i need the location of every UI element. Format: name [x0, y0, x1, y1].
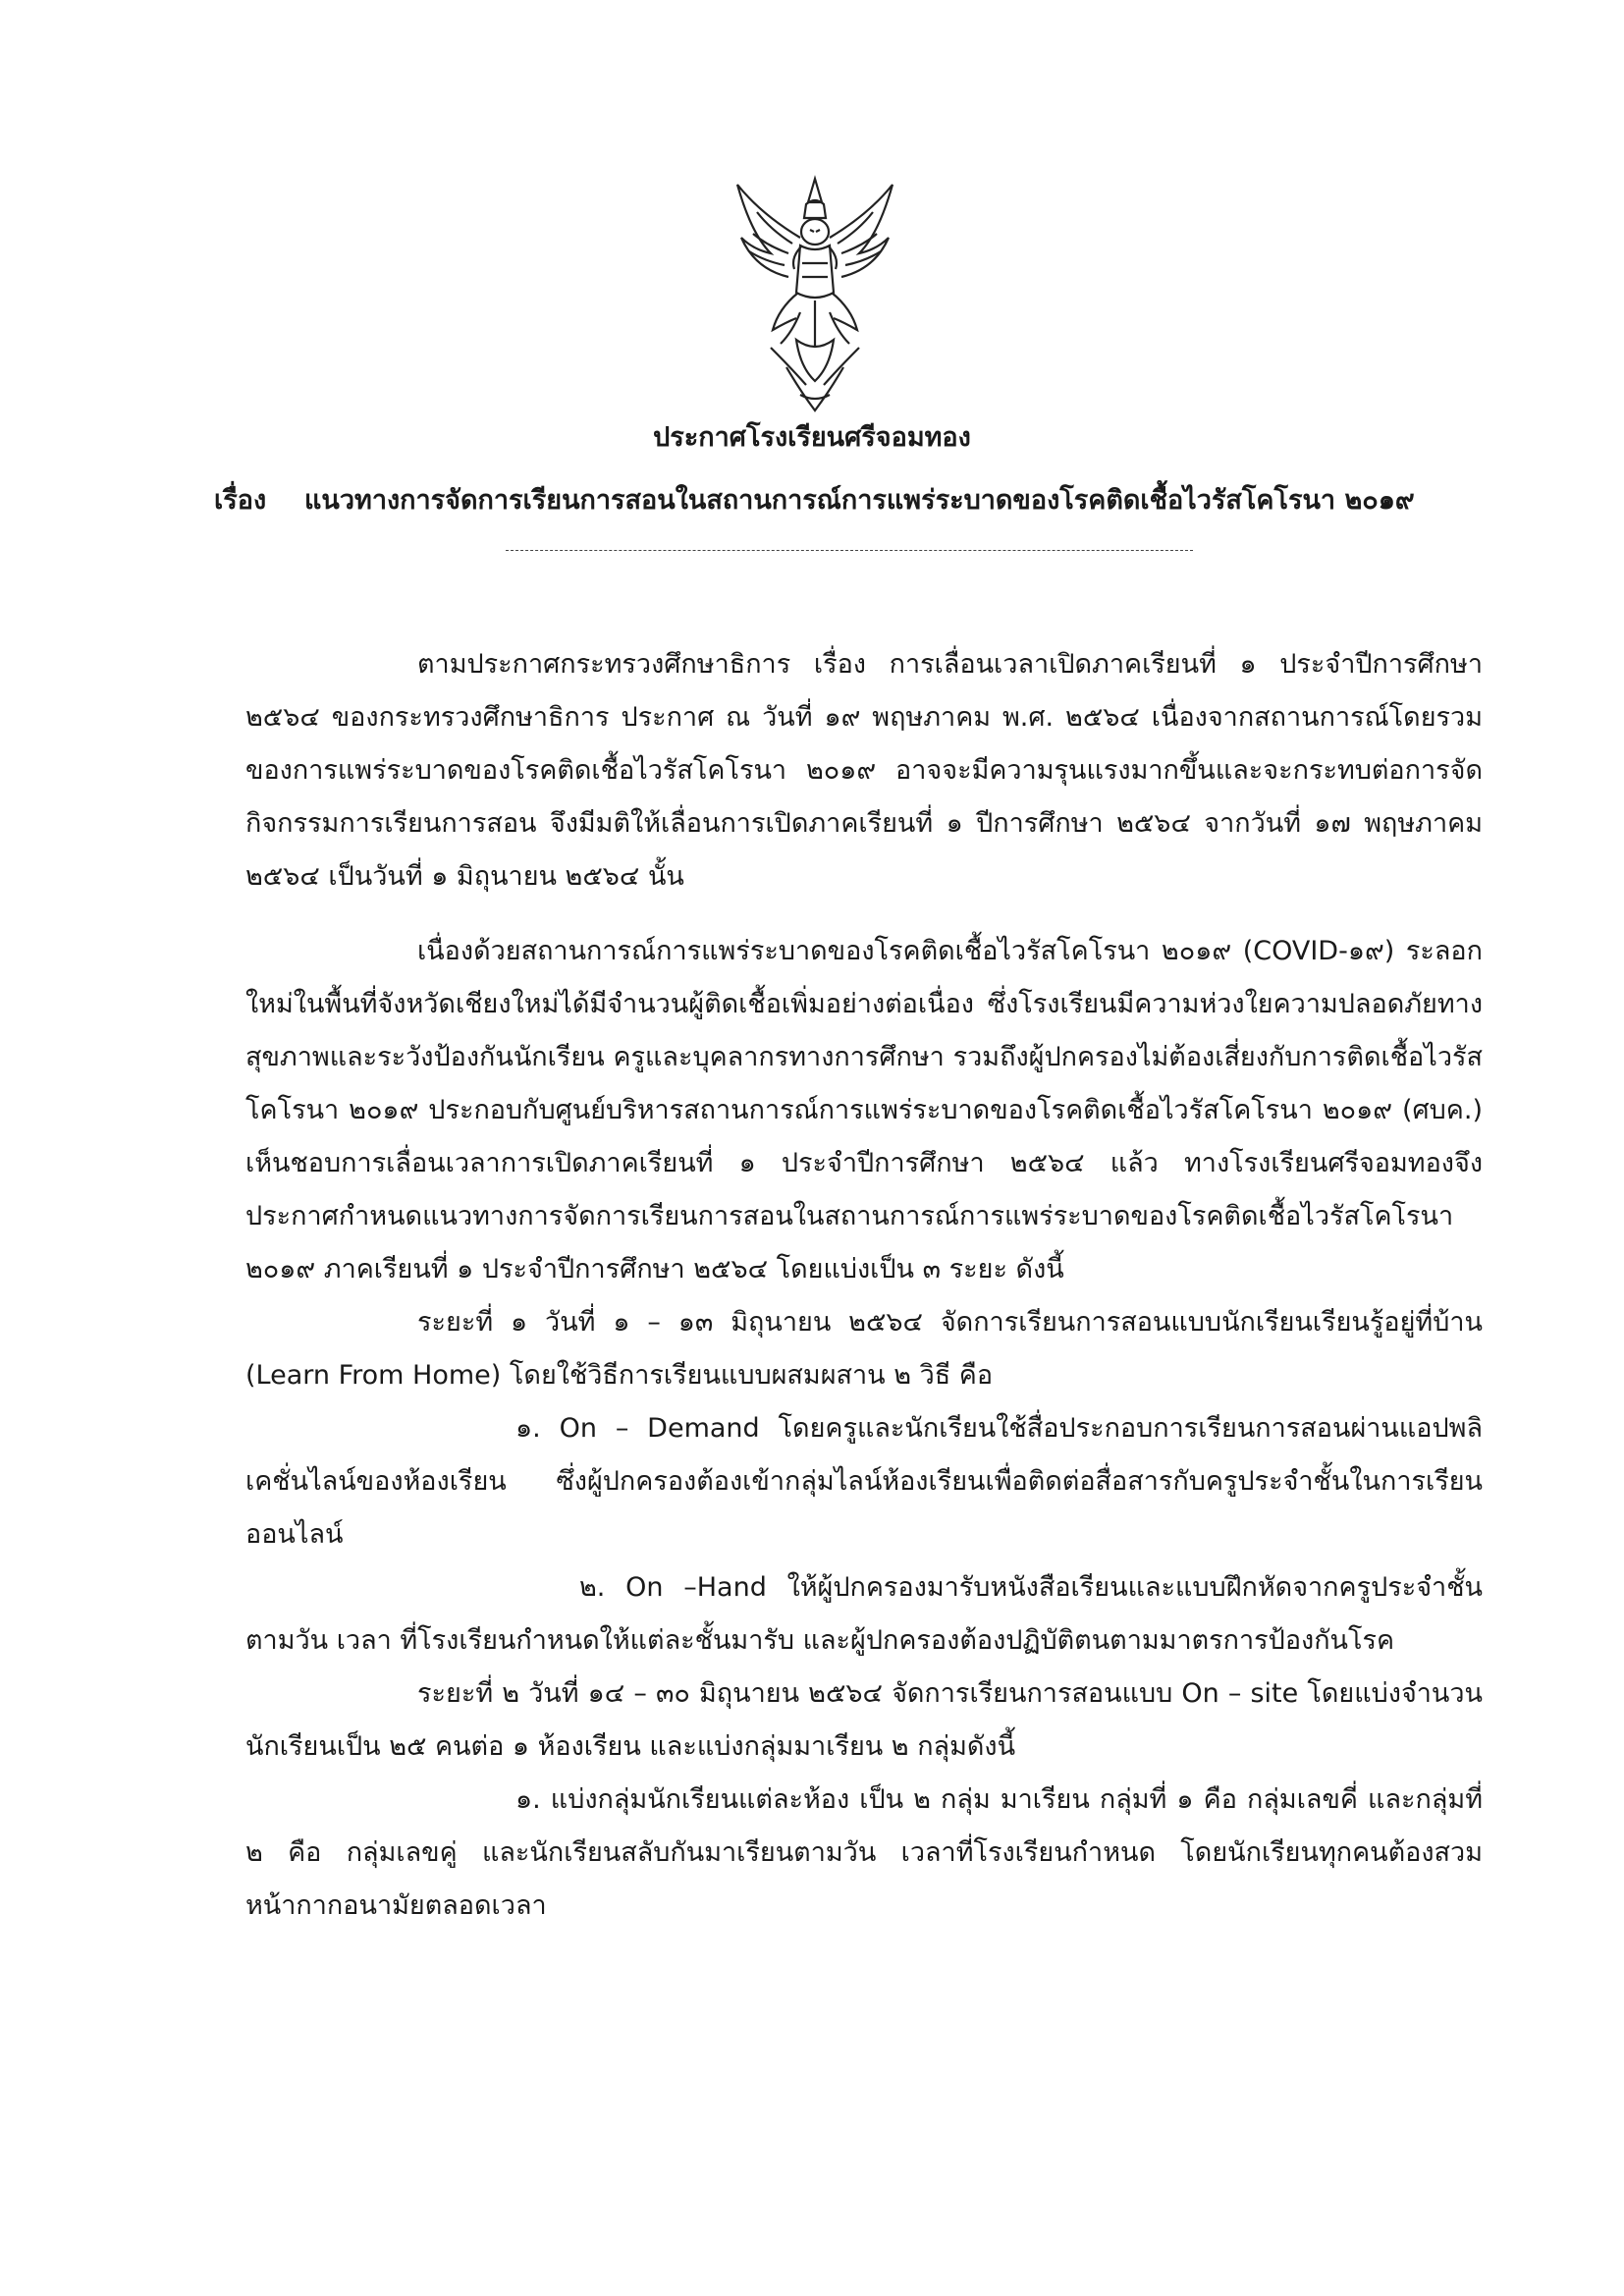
separator-line — [506, 550, 1193, 551]
subject-label: เรื่อง — [214, 485, 267, 516]
paragraph-on-demand: ๑. On – Demand โดยครูและนักเรียนใช้สื่อประกอบการเรียนการสอนผ่านแอปพลิเคชั่นไลน์ของห้องเรียน ซึ่งผู้ปกครองต้องเข้ากลุ่มไลน์ห้องเรียนเพื่อติดต่อสื่อสารกับครูประจำชั้นในการเรียนออนไลน์ — [245, 1413, 1483, 1550]
paragraph-on-hand: ๒. On –Hand ให้ผู้ปกครองมารับหนังสือเรียนและแบบฝึกหัดจากครูประจำชั้นตามวัน เวลา ที่โรงเรียนกำหนดให้แต่ละชั้นมารับ และผู้ปกครองต้องปฏิบัติตนตามมาตรการป้องกันโรค — [245, 1572, 1483, 1656]
announcement-title: ประกาศโรงเรียนศรีจอมทอง — [653, 422, 971, 453]
paragraph-1: ตามประกาศกระทรวงศึกษาธิการ เรื่อง การเลื่อนเวลาเปิดภาคเรียนที่ ๑ ประจำปีการศึกษา ๒๕๖๔ ของกระทรวงศึกษาธิการ ประกาศ ณ วันที่ ๑๙ พฤษภาคม พ.ศ. ๒๕๖๔ เนื่องจากสถานการณ์โดยรวมของการแพร่ระบาดของโรคติดเชื้อไวรัสโคโรนา ๒๐๑๙ อาจจะมีความรุนแรงมากขึ้นและจะกระทบต่อการจัดกิจกรรมการเรียนการสอน จึงมีมติให้เลื่อนการเปิดภาคเรียนที่ ๑ ปีการศึกษา ๒๕๖๔ จากวันที่ ๑๗ พฤษภาคม ๒๕๖๔ เป็นวันที่ ๑ มิถุนายน ๒๕๖๔ นั้น — [245, 649, 1483, 892]
paragraph-2: เนื่องด้วยสถานการณ์การแพร่ระบาดของโรคติดเชื้อไวรัสโคโรนา ๒๐๑๙ (COVID-๑๙) ระลอกใหม่ในพื้นที่จังหวัดเชียงใหม่ได้มีจำนวนผู้ติดเชื้อเพิ่มอย่างต่อเนื่อง ซึ่งโรงเรียนมีความห่วงใยความปลอดภัยทางสุขภาพและระวังป้องกันนักเรียน ครูและบุคลากรทางการศึกษา รวมถึงผู้ปกครองไม่ต้องเสี่ยงกับการติดเชื้อไวรัสโคโรนา ๒๐๑๙ ประกอบกับศูนย์บริหารสถานการณ์การแพร่ระบาดของโรคติดเชื้อไวรัสโคโรนา ๒๐๑๙ (ศบค.) เห็นชอบการเลื่อนเวลาการเปิดภาคเรียนที่ ๑ ประจำปีการศึกษา ๒๕๖๔ แล้ว ทางโรงเรียนศรีจอมทองจึงประกาศกำหนดแนวทางการจัดการเรียนการสอนในสถานการณ์การแพร่ระบาดของโรคติดเชื้อไวรัสโคโรนา ๒๐๑๙ ภาคเรียนที่ ๑ ประจำปีการศึกษา ๒๕๖๔ โดยแบ่งเป็น ๓ ระยะ ดังนี้ — [245, 936, 1483, 1285]
subject-line — [214, 481, 1510, 520]
paragraph-phase-2: ระยะที่ ๒ วันที่ ๑๔ – ๓๐ มิถุนายน ๒๕๖๔ จัดการเรียนการสอนแบบ On – site โดยแบ่งจำนวนนักเรียนเป็น ๒๕ คนต่อ ๑ ห้องเรียน และแบ่งกลุ่มมาเรียน ๒ กลุ่มดังนี้ — [245, 1678, 1483, 1762]
paragraph-phase-1: ระยะที่ ๑ วันที่ ๑ – ๑๓ มิถุนายน ๒๕๖๔ จัดการเรียนการสอนแบบนักเรียนเรียนรู้อยู่ที่บ้าน (Learn From Home) โดยใช้วิธีการเรียนแบบผสมผสาน ๒ วิธี คือ — [245, 1307, 1483, 1391]
garuda-emblem-icon — [731, 175, 898, 420]
subject-text: แนวทางการจัดการเรียนการสอนในสถานการณ์การแพร่ระบาดของโรคติดเชื้อไวรัสโคโรนา ๒๐๑๙ — [304, 485, 1415, 516]
document-body — [245, 638, 1483, 1933]
paragraph-grouping: ๑. แบ่งกลุ่มนักเรียนแต่ละห้อง เป็น ๒ กลุ่ม มาเรียน กลุ่มที่ ๑ คือ กลุ่มเลขคี่ และกลุ่มที่ ๒ คือ กลุ่มเลขคู่ และนักเรียนสลับกันมาเรียนตามวัน เวลาที่โรงเรียนกำหนด โดยนักเรียนทุกคนต้องสวมหน้ากากอนามัยตลอดเวลา — [245, 1784, 1483, 1921]
